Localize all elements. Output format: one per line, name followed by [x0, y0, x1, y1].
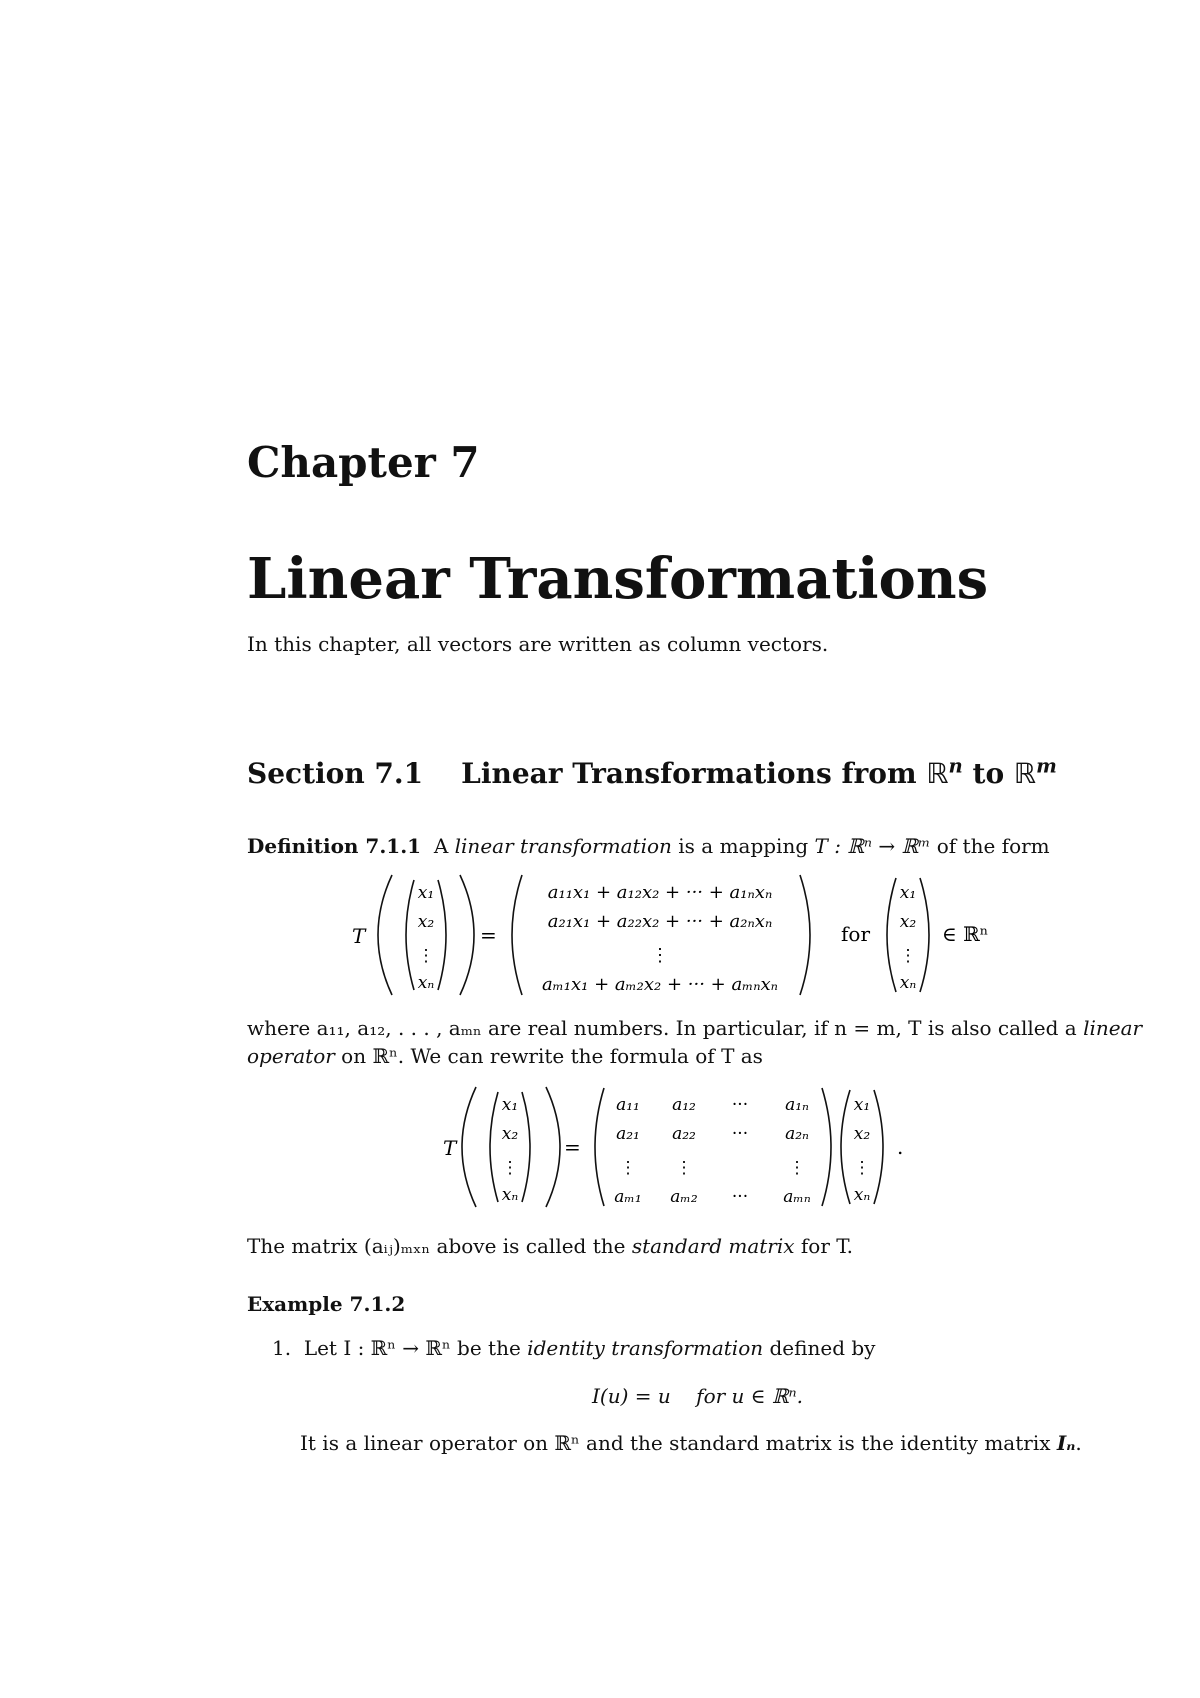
definition-text: is a mapping — [671, 834, 815, 858]
matrix-entry: ⋮ — [788, 1158, 806, 1178]
eq2-period: . — [897, 1135, 904, 1159]
example-label: Example 7.1.2 — [247, 1292, 406, 1316]
operator-term: operator — [247, 1044, 335, 1068]
matrix-entry: ··· — [731, 1124, 749, 1144]
paragraph-text: where a₁₁, a₁₂, . . . , aₘₙ are real numbers. In particular, if n = m, T is also called a — [247, 1016, 1084, 1040]
eq1-rhs-row: a₁₁x₁ + a₁₂x₂ + ··· + a₁ₙxₙ — [547, 882, 773, 903]
matrix-entry: ⋮ — [619, 1158, 637, 1178]
eq1-x-entry: x₁ — [417, 883, 435, 903]
dim-n: n — [948, 754, 963, 778]
chapter-title: Linear Transformations — [247, 546, 989, 612]
eq1-equals: = — [480, 923, 497, 947]
eq1-x-entry: ⋮ — [899, 946, 917, 966]
paragraph-text: for T. — [794, 1234, 854, 1258]
eq1-rhs-row: ⋮ — [651, 945, 669, 966]
section-heading — [247, 754, 1057, 790]
paragraph-text: The matrix (aᵢⱼ)ₘₓₙ above is called the — [247, 1234, 632, 1258]
matrix-entry: a₂₂ — [672, 1124, 696, 1144]
eq1-x-entry: x₂ — [417, 912, 435, 932]
matrix-entry: ··· — [731, 1187, 749, 1207]
matrix-entry: aₘₙ — [783, 1187, 811, 1207]
eq1-rhs-row: aₘ₁x₁ + aₘ₂x₂ + ··· + aₘₙxₙ — [542, 974, 778, 995]
matrix-entry: a₁₂ — [672, 1095, 696, 1115]
example-item — [272, 1334, 875, 1362]
eq1-x-entry: x₂ — [899, 912, 917, 932]
item-text: Let I : ℝⁿ → ℝⁿ be the — [303, 1336, 528, 1360]
definition-text: A — [433, 834, 455, 858]
item-text: It is a linear operator on ℝⁿ and the standard matrix is the identity matrix — [300, 1431, 1057, 1455]
matrix-entry: aₘ₁ — [614, 1187, 642, 1207]
matrix-entry: a₂₁ — [616, 1124, 640, 1144]
definition-label: Definition 7.1.1 — [247, 834, 422, 858]
eq2-equals: = — [564, 1135, 581, 1159]
standard-matrix-term: standard matrix — [631, 1234, 795, 1258]
matrix-entry: a₁ₙ — [785, 1095, 809, 1115]
reals-symbol: ℝ — [1013, 757, 1037, 790]
eq1-for: for — [841, 922, 871, 946]
matrix-entry: aₘ₂ — [670, 1187, 698, 1207]
eq2-x-entry: ⋮ — [853, 1158, 871, 1178]
eq1-x-entry: xₙ — [417, 973, 435, 993]
chapter-label: Chapter 7 — [247, 438, 480, 487]
eq1-T: T — [352, 924, 366, 948]
matrix-entry: ··· — [731, 1095, 749, 1115]
eq2-x-entry: xₙ — [853, 1185, 871, 1205]
dim-m: m — [1036, 754, 1057, 778]
paragraph-text: on ℝⁿ. We can rewrite the formula of T as — [334, 1044, 763, 1068]
definition-text: of the form — [930, 834, 1050, 858]
section-number: Section 7.1 — [247, 757, 424, 790]
eq2-x-entry: x₂ — [501, 1124, 519, 1144]
matrix-entry: a₁₁ — [616, 1095, 640, 1115]
identity-equation: I(u) = u for u ∈ ℝⁿ. — [592, 1384, 804, 1408]
item-number: 1. — [272, 1336, 292, 1360]
section-title-prefix: Linear Transformations from — [461, 757, 927, 790]
equation-matrix-form — [0, 1082, 1200, 1212]
eq1-rhs-row: a₂₁x₁ + a₂₂x₂ + ··· + a₂ₙxₙ — [547, 911, 773, 932]
identity-matrix-symbol: Iₙ — [1056, 1431, 1076, 1455]
chapter-intro: In this chapter, all vectors are written as column vectors. — [247, 632, 829, 656]
reals-symbol: ℝ — [926, 757, 949, 790]
section-title-to: to — [962, 757, 1014, 790]
linear-term: linear — [1083, 1016, 1143, 1040]
item-text: defined by — [763, 1336, 876, 1360]
standard-matrix-paragraph — [247, 1232, 853, 1260]
eq1-x-entry: x₁ — [899, 883, 917, 903]
eq2-x-entry: x₁ — [853, 1095, 871, 1115]
eq2-x-entry: xₙ — [501, 1185, 519, 1205]
definition-line — [247, 832, 1050, 860]
matrix-entry: a₂ₙ — [785, 1124, 809, 1144]
item-text: . — [1075, 1431, 1082, 1455]
identity-transformation-term: identity transformation — [527, 1336, 764, 1360]
eq2-x-entry: x₁ — [501, 1095, 519, 1115]
definition-paragraph — [247, 1014, 1142, 1070]
definition-term: linear transformation — [454, 834, 672, 858]
definition-mapping: T : ℝⁿ → ℝᵐ — [814, 834, 931, 858]
eq2-x-entry: ⋮ — [501, 1158, 519, 1178]
example-conclusion — [300, 1429, 1082, 1457]
eq1-x-entry: ⋮ — [417, 946, 435, 966]
eq1-x-entry: xₙ — [899, 973, 917, 993]
eq2-x-entry: x₂ — [853, 1124, 871, 1144]
equation-definition — [0, 870, 1200, 1000]
eq1-in-R: ∈ ℝⁿ — [942, 922, 989, 946]
eq2-T: T — [443, 1136, 457, 1160]
matrix-entry: ⋮ — [675, 1158, 693, 1178]
